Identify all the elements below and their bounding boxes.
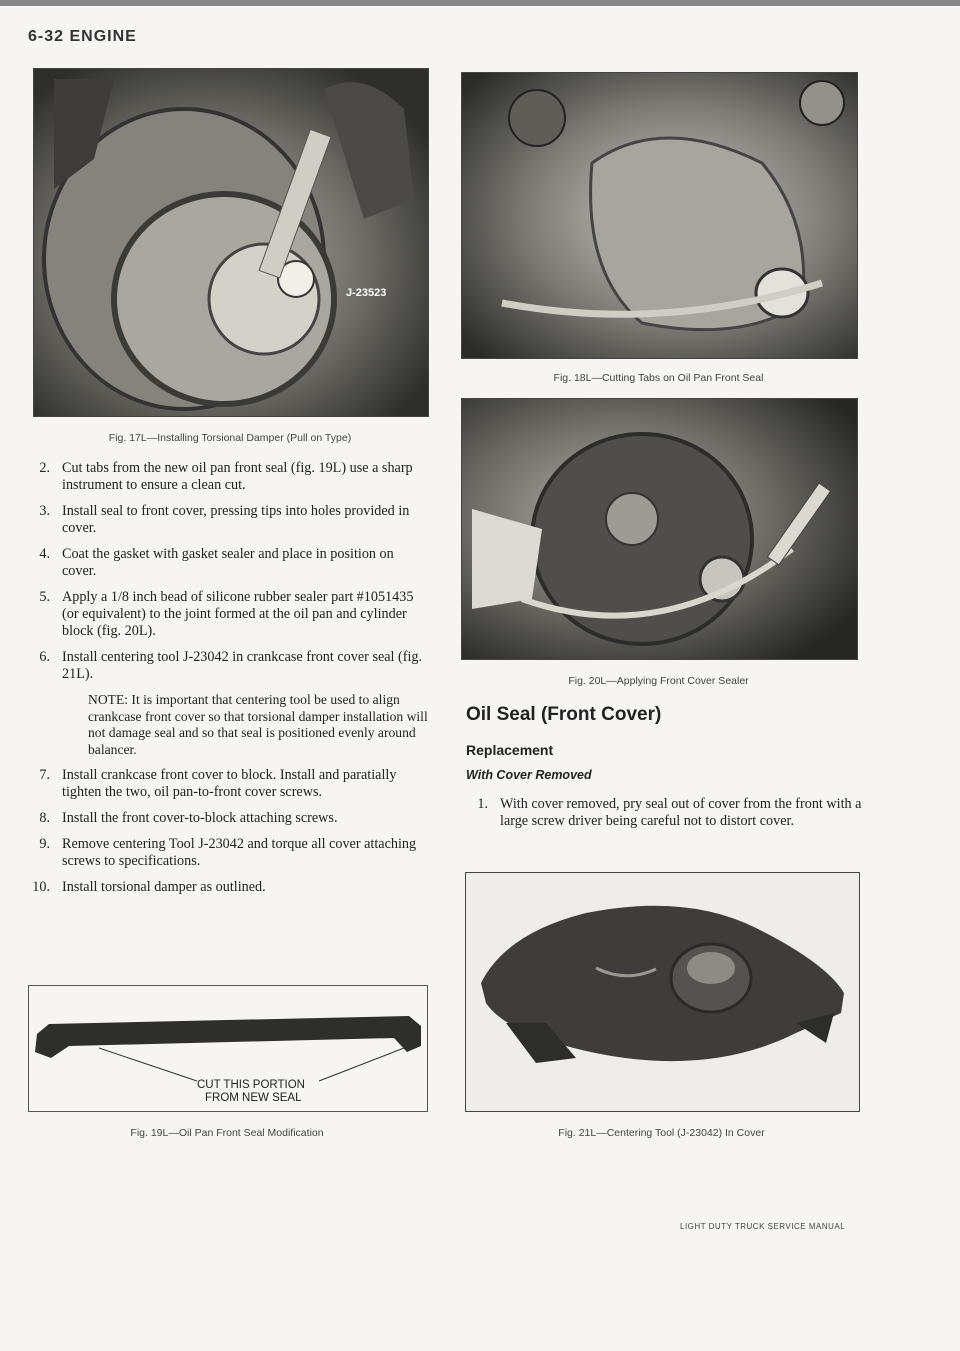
top-border [0, 0, 960, 6]
step-number: 8. [39, 810, 50, 826]
fig-19l-label-line2: FROM NEW SEAL [205, 1092, 302, 1104]
note-text: NOTE: It is important that centering tool be used to align crankcase front cover so that torsional damper installation will not damage seal and so that seal is positioned evenly around balancer. [88, 692, 428, 757]
step-item [466, 796, 866, 830]
fig-21l-caption: Fig. 21L—Centering Tool (J-23042) In Cover [558, 1127, 765, 1139]
step-item [28, 649, 428, 683]
step-text: With cover removed, pry seal out of cover from the front with a large screw driver being careful not to distort cover. [500, 796, 862, 829]
fig-19l-diagram [28, 985, 428, 1112]
step-number: 9. [39, 836, 50, 852]
page-footer: LIGHT DUTY TRUCK SERVICE MANUAL [680, 1222, 846, 1231]
step-text: Install the front cover-to-block attaching screws. [62, 810, 338, 826]
step-item [28, 810, 428, 827]
fig-20l-photo [461, 398, 858, 660]
fig-19l-caption: Fig. 19L—Oil Pan Front Seal Modification [130, 1127, 324, 1139]
step-number: 2. [39, 460, 50, 476]
fig-18l-caption: Fig. 18L—Cutting Tabs on Oil Pan Front Seal [553, 372, 764, 384]
step-number: 10. [32, 879, 50, 895]
step-number: 5. [39, 589, 50, 605]
step-item [28, 836, 428, 870]
step-number: 4. [39, 546, 50, 562]
step-item [28, 767, 428, 801]
step-number: 7. [39, 767, 50, 783]
steps-list [28, 460, 428, 905]
step-item [28, 589, 428, 640]
tool-label-j23523: J-23523 [346, 287, 387, 299]
step-item [28, 879, 428, 896]
step-item [28, 503, 428, 537]
step-text: Install crankcase front cover to block. Install and paratially tighten the two, oil pan-to-front cover screws. [62, 767, 397, 800]
step-number: 1. [477, 796, 488, 812]
fig-19l-label-line1: CUT THIS PORTION [197, 1079, 305, 1091]
step-text: Cut tabs from the new oil pan front seal (fig. 19L) use a sharp instrument to ensure a clean cut. [62, 460, 413, 493]
section-subhead: Replacement [466, 742, 554, 758]
fig-21l-photo [465, 872, 860, 1112]
fig-17l-photo [33, 68, 429, 417]
step-text: Apply a 1/8 inch bead of silicone rubber sealer part #1051435 (or equivalent) to the joint formed at the oil pan and cylinder block (fig. 20L). [62, 589, 414, 639]
fig-17l-caption: Fig. 17L—Installing Torsional Damper (Pull on Type) [108, 432, 352, 444]
step-text: Remove centering Tool J-23042 and torque all cover attaching screws to specifications. [62, 836, 417, 869]
section-title: Oil Seal (Front Cover) [466, 704, 662, 725]
step-number: 6. [39, 649, 50, 665]
page-header: 6-32 ENGINE [28, 28, 137, 45]
section-subsubhead: With Cover Removed [466, 768, 592, 782]
step-text: Install centering tool J-23042 in crankcase front cover seal (fig. 21L). [62, 649, 423, 682]
step-item [28, 546, 428, 580]
fig-18l-photo [461, 72, 858, 359]
step-text: Install seal to front cover, pressing tips into holes provided in cover. [62, 503, 410, 536]
step-number: 3. [39, 503, 50, 519]
step-text: Install torsional damper as outlined. [62, 879, 266, 895]
step-text: Coat the gasket with gasket sealer and place in position on cover. [62, 546, 394, 579]
fig-20l-caption: Fig. 20L—Applying Front Cover Sealer [568, 675, 749, 687]
step-item [28, 460, 428, 494]
